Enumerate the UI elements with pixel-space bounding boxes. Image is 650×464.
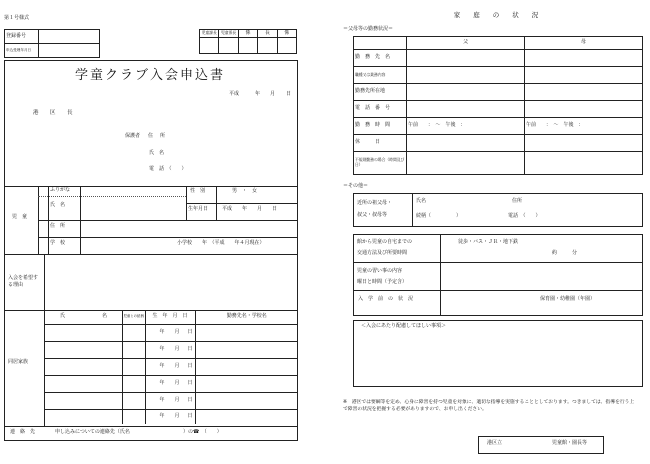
work-row-label: 勤務先所在地 [354,84,407,101]
request-heading: ＜入会にあたり配慮してほしい事項＞ [361,323,447,329]
stamp-cell[interactable] [258,38,277,54]
form-number: 第１号様式 [4,15,30,21]
father-cell[interactable] [407,50,525,67]
school-value[interactable]: 小学校 年 （平成 年４月現在） [177,240,265,246]
family-month: 月 [174,396,180,403]
work-section-heading: ＝父母等の勤務状況＝ [343,26,394,32]
reg-no-label: 登録番号 [5,30,39,44]
addressee-3: 長 [67,110,73,116]
relatives-box [353,193,643,227]
family-row [44,409,298,424]
family-relation-cell[interactable] [122,358,145,375]
family-year: 年 [159,345,165,352]
family-month: 月 [174,379,180,386]
family-day: 日 [187,345,193,352]
relatives-relation[interactable]: 続柄（ ） [416,213,462,219]
stamp-header: 係 [277,30,296,38]
father-cell[interactable] [407,135,525,152]
father-cell[interactable] [407,67,525,84]
family-header-surname: 氏 [60,313,66,319]
date-day: 日 [286,91,292,97]
family-header-relation: 児童との続柄 [122,310,145,324]
family-month: 月 [174,345,180,352]
father-hours[interactable]: 午前 ： ～ 午後 ： [407,118,525,135]
family-header-work: 勤務先名・学校名 [195,310,298,324]
mother-hours[interactable]: 午前 ： ～ 午後 ： [525,118,643,135]
guardian-name-label: 氏 名 [149,150,165,156]
contact-label: 連 絡 先 [10,429,36,435]
lessons-label-2: 曜日と時間（予定含） [357,279,408,285]
family-header-given: 名 [102,313,108,319]
family-name-cell[interactable] [44,375,122,392]
family-table [44,310,298,424]
mother-cell[interactable] [525,152,643,175]
addressee-1: 港 [33,110,39,116]
registration-box [4,29,100,58]
family-month: 月 [174,362,180,369]
family-birth-cell[interactable] [145,341,195,358]
birth-label: 生年月日 [188,206,209,212]
mother-cell[interactable] [525,135,643,152]
mother-cell[interactable] [525,67,643,84]
mother-cell[interactable] [525,101,643,118]
family-day: 日 [187,396,193,403]
receipt-date-field[interactable] [39,44,100,58]
work-row-label: 電 話 番 号 [354,101,407,118]
family-row [44,375,298,392]
request-box[interactable] [353,320,643,387]
date-year: 年 [255,91,261,97]
stamp-cell[interactable] [219,38,238,54]
date-month: 月 [270,91,276,97]
family-birth-cell[interactable] [145,392,195,409]
family-work-cell[interactable] [195,392,298,409]
gender-label: 性 別 [190,188,206,194]
guardian-label: 保護者 [125,133,141,139]
family-month: 月 [174,412,180,419]
family-label: 同居家族 [8,359,29,365]
stamp-cell[interactable] [238,38,257,54]
footer-ward: 港区立 [487,440,503,446]
mother-header: 母 [525,37,643,50]
contact-phone[interactable]: ）の☎ （ ） [183,429,222,435]
family-work-cell[interactable] [195,409,298,424]
contact-text: 申し込みについての連絡先（氏名 [55,429,130,435]
work-row [354,84,643,101]
family-day: 日 [187,328,193,335]
reason-label: 入会を希望する理由 [8,275,39,288]
child-address-label: 住 所 [50,223,66,229]
address-label-1: 住 [148,133,154,139]
father-cell[interactable] [407,101,525,118]
preschool-value[interactable]: 保育園・幼稚園（年園） [540,296,596,302]
relatives-address-label: 住所 [512,198,523,204]
father-header: 父 [407,37,525,50]
mother-cell[interactable] [525,84,643,101]
family-relation-cell[interactable] [122,392,145,409]
family-year: 年 [159,328,165,335]
work-row-label: 休 日 [354,135,407,152]
family-relation-cell[interactable] [122,324,145,341]
furigana-label: ふりがな [50,187,71,193]
family-relation-cell[interactable] [122,409,145,424]
stamp-header: 児童係長 [219,30,238,38]
receipt-date-label: 申込受理年月日 [5,44,39,58]
family-name-cell[interactable] [44,358,122,375]
family-row [44,341,298,358]
lessons-label-1: 児童の習い事の内容 [357,268,403,274]
work-row-label: 不規則勤務の場合（時間及び日） [354,152,407,175]
commute-methods[interactable]: 徒歩・バス・ＪＲ・地下鉄 [458,239,519,245]
family-day: 日 [187,379,193,386]
reason-field[interactable] [45,255,297,309]
reg-no-field[interactable] [39,30,100,44]
family-work-cell[interactable] [195,341,298,358]
addressee-2: 区 [50,110,56,116]
relatives-phone[interactable]: 電話 （ ） [508,213,541,219]
preschool-label: 入 学 前 の 状 況 [358,296,414,302]
family-birth-cell[interactable] [145,375,195,392]
form-title: 学童クラブ入会申込書 [74,68,225,83]
family-header-birth: 生 年 月 日 [145,310,195,324]
guardian-phone-label: 電 話 （ ） [149,166,187,172]
work-row [354,67,643,84]
relatives-label-1: 近所の祖父母・ [357,200,393,206]
commute-minutes[interactable]: 約 分 [552,250,578,256]
work-row-label: 職種又は業務内容 [354,67,407,84]
child-name-label: 氏 名 [50,202,66,208]
family-name-cell[interactable] [44,409,122,424]
work-row-label: 勤 務 先 名 [354,50,407,67]
work-row [354,101,643,118]
work-row [354,135,643,152]
work-row [354,50,643,67]
work-row [354,152,643,175]
family-relation-cell[interactable] [122,341,145,358]
family-work-cell[interactable] [195,358,298,375]
lessons-field[interactable] [441,263,642,289]
other-section-heading: ＝その他＝ [343,183,369,189]
disability-note: ※ 港区では要綱等を定め、心身に障害を持つ児童を対象に、適切な指導を実施することとしております。つきましては、指導を行う上で障害の状況を把握する必要がありますので、お申し出ください。 [343,400,635,413]
stamp-cell[interactable] [200,38,219,54]
footer-office: 児童館・園長等 [552,440,588,446]
family-name-cell[interactable] [44,392,122,409]
father-cell[interactable] [407,84,525,101]
birth-value[interactable]: 平成 年 月 日 [222,206,278,212]
family-birth-cell[interactable] [145,324,195,341]
stamp-box [199,29,297,54]
family-year: 年 [159,379,165,386]
family-work-cell[interactable] [195,324,298,341]
work-table [353,36,643,175]
family-name-cell[interactable] [44,341,122,358]
family-year: 年 [159,412,165,419]
family-name-cell[interactable] [44,324,122,341]
father-cell[interactable] [407,152,525,175]
work-row-label: 勤 務 時 間 [354,118,407,135]
family-work-cell[interactable] [195,375,298,392]
stamp-header: 長 [258,30,277,38]
family-day: 日 [187,362,193,369]
family-month: 月 [174,328,180,335]
home-status-title: 家 庭 の 状 況 [453,11,539,19]
date-era: 平成 [229,91,240,97]
family-row [44,392,298,409]
relatives-label-2: 叔父・叔母等 [357,212,388,218]
family-row [44,358,298,375]
mother-cell[interactable] [525,50,643,67]
address-label-2: 所 [160,133,166,139]
stamp-cell[interactable] [277,38,296,54]
family-year: 年 [159,362,165,369]
family-day: 日 [187,412,193,419]
commute-label-1: 館から児童の自宅までの [357,239,413,245]
family-birth-cell[interactable] [145,409,195,424]
school-label: 学 校 [50,240,66,246]
work-row [354,118,643,135]
family-birth-cell[interactable] [145,358,195,375]
child-section-label: 児 童 [12,214,28,220]
stamp-header: 係 [238,30,257,38]
relatives-name-label: 氏名 [416,198,427,204]
gender-options[interactable]: 男 ・ 女 [232,188,258,194]
family-relation-cell[interactable] [122,375,145,392]
commute-label-2: 交通方法及び所要時間 [357,250,408,256]
family-year: 年 [159,396,165,403]
stamp-header: 児童課長 [200,30,219,38]
family-row [44,324,298,341]
